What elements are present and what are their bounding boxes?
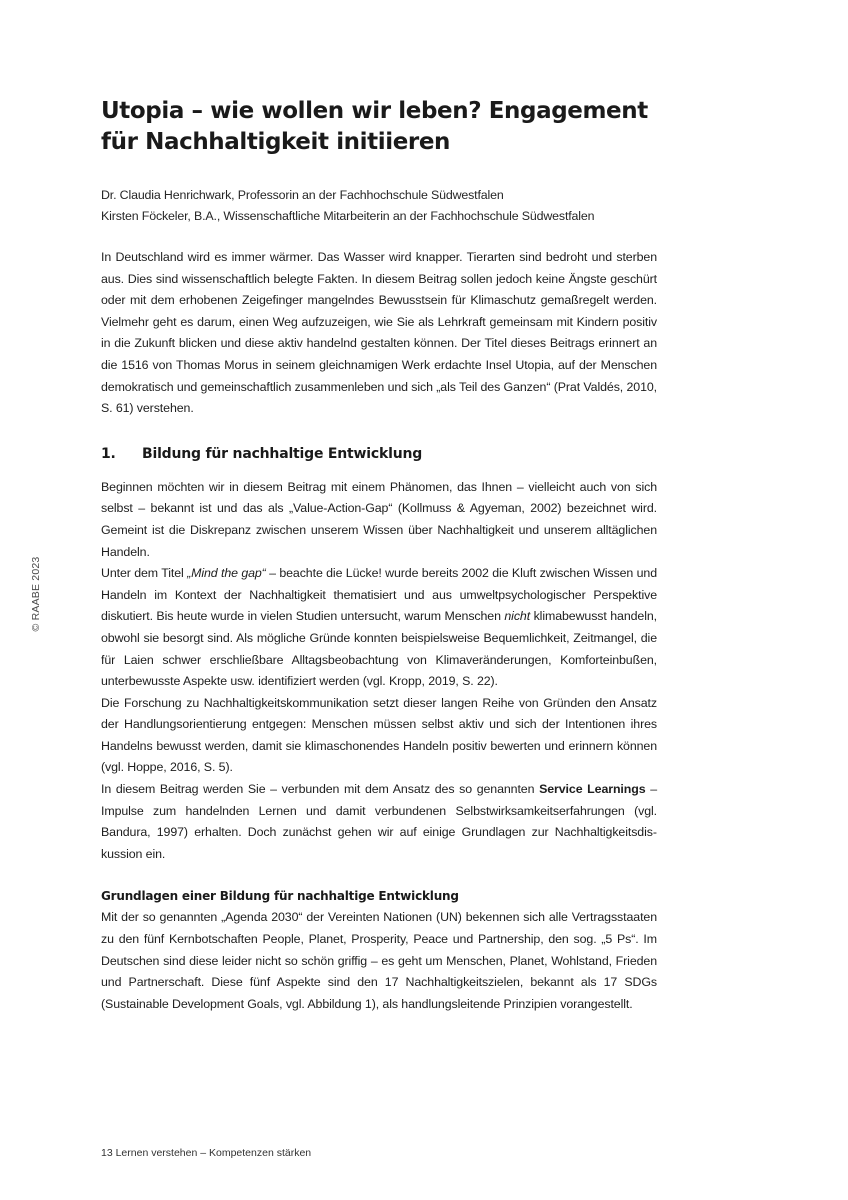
italic-text: „Mind the gap“ <box>187 566 266 581</box>
bold-term: Service Learnings <box>539 782 646 797</box>
section-heading <box>101 443 657 465</box>
body-paragraph <box>101 563 657 693</box>
author-list <box>101 185 657 227</box>
text-run: In diesem Beitrag werden Sie – verbunden mit dem Ansatz des so genannten <box>101 782 540 797</box>
body-paragraph <box>101 779 657 865</box>
article-title: Utopia – wie wollen wir leben? Engagement für Nachhaltigkeit initiieren <box>101 98 648 155</box>
intro-paragraph: In Deutschland wird es immer wärmer. Das Wasser wird knapper. Tierarten sind bedroht und sterben aus. Dies sind wissenschaftlich belegte Fakten. In diesem Beitrag sollen jedoch keine Ängste geschürt oder mit dem erhobenen Zeigefinger mangelndes Bewusstsein für Klimaschutz gemaßregelt werden. Vielmehr geht es darum, einen Weg aufzuzeigen, wie Sie als Lehrkraft gemeinsam mit Kindern positiv in die Zukunft blicken und diese aktiv handelnd gestalten können. Der Titel dieses Beitrags erinnert an die 1516 von Thomas Morus in seinem gleichnamigen Werk erdachte Insel Utopia, auf der Menschen demokratisch und gemeinschaftlich zusammenleben und sich „als Teil des Ganzen“ (Prat Valdés, 2010, S. 61) verstehen. <box>101 250 657 416</box>
text-run: – beachte die Lücke! wurde bereits 2002 die Kluft zwischen Wissen und Handeln im Kontext der Nachhaltigkeit thematisiert und aus umweltpsychologischer Perspektive diskutiert. Bis heute wurde in vielen Studien untersucht, warum Menschen <box>101 566 657 624</box>
text-column <box>101 96 657 1015</box>
body-paragraph: Die Forschung zu Nachhaltigkeitskommunikation setzt dieser langen Reihe von Gründen den Ansatz der Handlungsorientierung entgegen: Menschen müssen selbst aktiv und sich der Intentionen ihres Handelns bewusst werden, damit sie klimaschonendes Handeln positiv bewerten und erinnern können (vgl. Hoppe, 2016, S. 5). <box>101 695 657 775</box>
body-paragraph: Mit der so genannten „Agenda 2030“ der Vereinten Nationen (UN) bekennen sich alle Vertragsstaaten zu den fünf Kernbotschaften People, Planet, Prosperity, Peace und Partnership, den sog. „5 Ps“. Im Deutschen sind diese leider nicht so schön griffig – es geht um Menschen, Planet, Wohlstand, Frieden und Partnerschaft. Diese fünf Aspekte sind den 17 Nachhaltigkeitszielen, bekannt als 17 SDGs (Sustainable Development Goals, vgl. Abbildung 1), als handlungsleitende Prinzipien vorangestellt. <box>101 910 657 1011</box>
text-run: klimabewusst handeln, obwohl sie besorgt sind. Als mögliche Gründe konnten beispielsweise Bequemlichkeit, Zeitmangel, die für Laien schwer erschließbare Alltagsbeobachtung von Klimaveränderungen, Komforteinbußen, unterbewusste Aspekte usw. identifiziert werden (vgl. Kropp, 2019, S. 22). <box>101 609 657 689</box>
section-body <box>101 477 657 1016</box>
author-line: Dr. Claudia Henrichwark, Professorin an der Fachhochschule Südwestfalen <box>101 188 504 202</box>
author-line: Kirsten Föckeler, B.A., Wissenschaftliche Mitarbeiterin an der Fachhochschule Südwestfalen <box>101 209 595 223</box>
copyright-notice: © RAABE 2023 <box>30 556 42 632</box>
body-paragraph: Beginnen möchten wir in diesem Beitrag mit einem Phänomen, das Ihnen – vielleicht auch von sich selbst – bekannt ist und das als „Value-Action-Gap“ (Kollmuss & Agyeman, 2002) bezeichnet wird. Gemeint ist die Diskrepanz zwischen unserem Wissen über Nachhaltigkeit und unserem alltäglichen Handeln. <box>101 479 657 559</box>
italic-text: nicht <box>504 609 531 624</box>
section-number: 1. <box>101 445 116 462</box>
section-title: Bildung für nachhaltige Entwicklung <box>142 445 423 462</box>
text-run: – Impulse zum handelnden Lernen und damit verbundenen Selbstwirksamkeitserfahrungen (vgl. Bandura, 1997) erhalten. Doch zunächst gehen wir auf einige Grundlagen zur Nachhaltigkeitsdiskussion ein. <box>101 782 657 861</box>
subsection-heading: Grundlagen einer Bildung für nachhaltige Entwicklung <box>101 889 459 904</box>
text-run: Unter dem Titel <box>101 566 188 581</box>
page-footer: 13 Lernen verstehen – Kompetenzen stärken <box>101 1147 312 1159</box>
